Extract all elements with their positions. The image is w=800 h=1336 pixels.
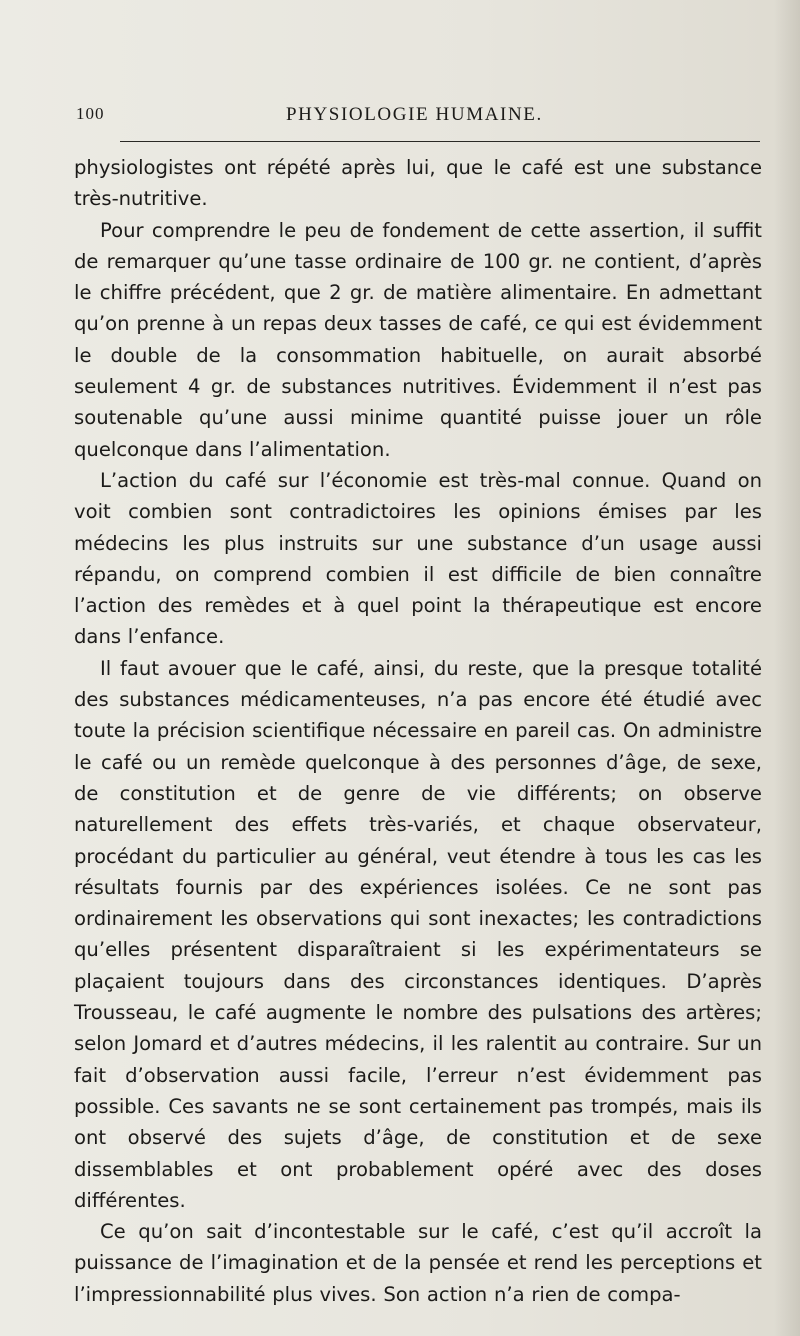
- running-title: PHYSIOLOGIE HUMAINE.: [286, 104, 543, 125]
- header-rule: [120, 141, 760, 142]
- paragraph-1: physiologistes ont répété après lui, que le café est une substance très-nutritive.: [74, 156, 762, 211]
- paragraph-2: Pour comprendre le peu de fondement de cette assertion, il suffit de remarquer qu’une tasse ordinaire de 100 gr. ne contient, d’après le chiffre précédent, que 2 gr. de matière alimentaire. En admettant qu’on prenne à un repas deux tasses de café, ce qui est évidemment le double de la consommation habituelle, on aurait absorbé seulement 4 gr. de substances nutritives. Évidemment il n’est pas soutenable qu’une aussi minime quantité puisse jouer un rôle quelconque dans l’alimentation.: [74, 218, 762, 461]
- paragraph-5: Ce qu’on sait d’incontestable sur le café, c’est qu’il accroît la puissance de l’imagination et de la pensée et rend les perceptions et l’impressionnabilité plus vives. Son action n’a rien de compa-: [74, 1220, 762, 1306]
- page-number: 100: [76, 104, 105, 123]
- body-text: [74, 152, 762, 1310]
- paragraph-3: L’action du café sur l’économie est très-mal connue. Quand on voit combien sont contradictoires les opinions émises par les médecins les plus instruits sur une substance d’un usage aussi répandu, on comprend combien il est difficile de bien connaître l’action des remèdes et à quel point la thérapeutique est encore dans l’enfance.: [74, 468, 762, 649]
- paragraph-4: Il faut avouer que le café, ainsi, du reste, que la presque totalité des substances médicamenteuses, n’a pas encore été étudié avec toute la précision scientifique nécessaire en pareil cas. On administre le café ou un remède quelconque à des personnes d’âge, de sexe, de constitution et de genre de vie différents; on observe naturellement des effets très-variés, et chaque observateur, procédant du particulier au général, veut étendre à tous les cas les résultats fournis par des expériences isolées. Ce ne sont pas ordinairement les observations qui sont inexactes; les contradictions qu’elles présentent disparaîtraient si les expérimentateurs se plaçaient toujours dans des circonstances identiques. D’après Trousseau, le café augmente le nombre des pulsations des artères; selon Jomard et d’autres médecins, il les ralentit au contraire. Sur un fait d’observation aussi facile, l’erreur n’est évidemment pas possible. Ces savants ne se sont certainement pas trompés, mais ils ont observé des sujets d’âge, de constitution et de sexe dissemblables et ont probablement opéré avec des doses différentes.: [74, 656, 762, 1212]
- page-edge-shadow: [774, 0, 800, 1336]
- page-header: [76, 104, 760, 132]
